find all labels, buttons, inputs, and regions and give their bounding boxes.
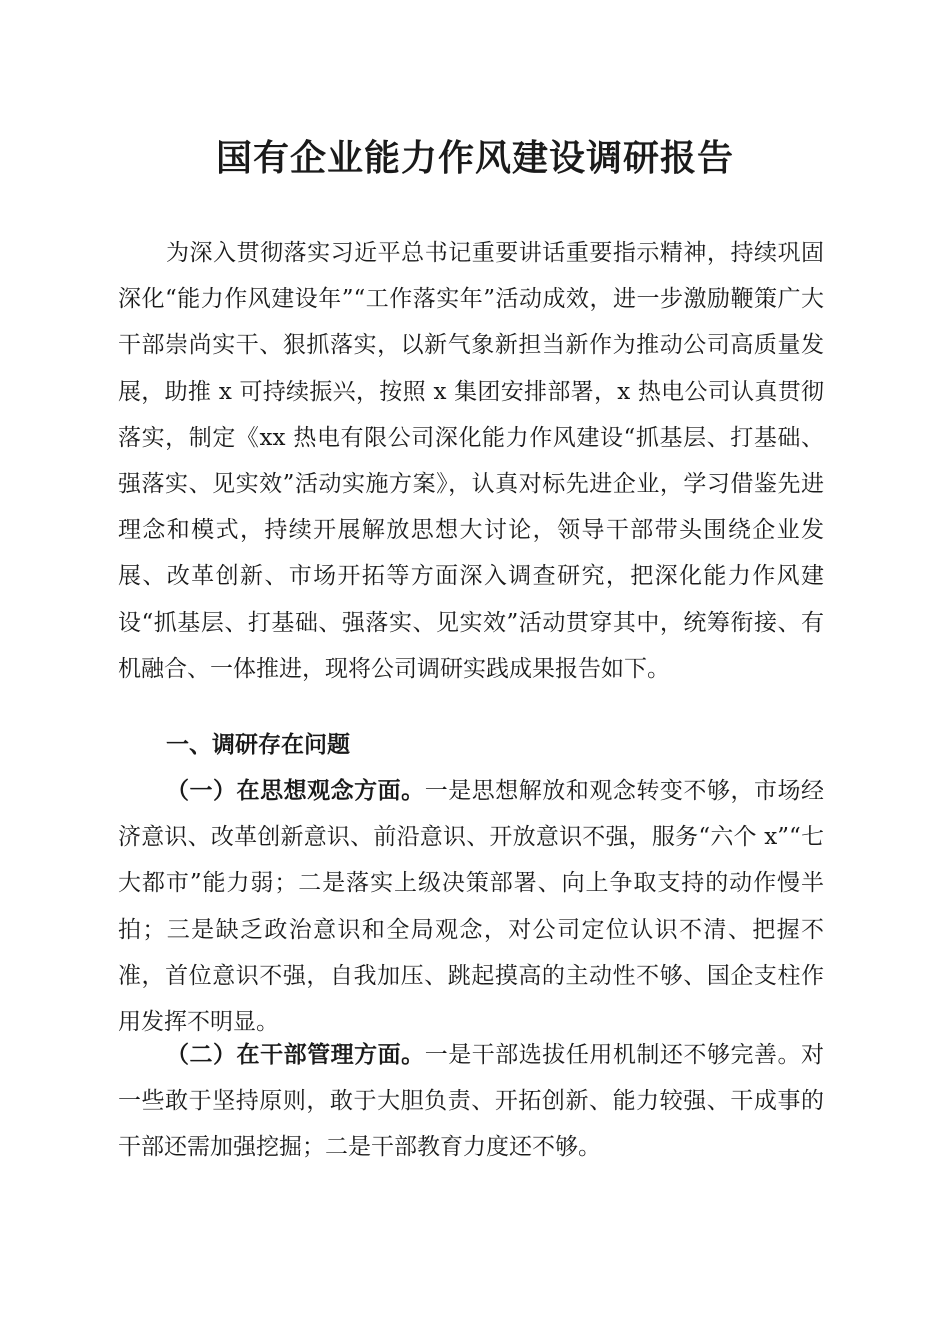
paragraph-cadre-management-text: 一是干部选拔任用机制还不够完善。对一些敢于坚持原则，敢于大胆负责、开拓创新、能力较强、干成事的干部还需加强挖掘；二是干部教育力度还不够。 xyxy=(118,1042,825,1161)
paragraph-cadre-management xyxy=(118,1032,824,1171)
subheading-cadre-management: （二）在干部管理方面。 xyxy=(166,1041,425,1068)
section-heading-problems: 一、调研存在问题 xyxy=(166,732,350,758)
intro-paragraph: 为深入贯彻落实习近平总书记重要讲话重要指示精神，持续巩固深化“能力作风建设年”“工作落实年”活动成效，进一步激励鞭策广大干部崇尚实干、狠抓落实，以新气象新担当新作为推动公司高质量发展，助推 x 可持续振兴，按照 x 集团安排部署，x 热电公司认真贯彻落实，制定《xx 热电有限公司深化能力作风建设“抓基层、打基础、强落实、见实效”活动实施方案》，认真对标先进企业，学习借鉴先进理念和模式，持续开展解放思想大讨论，领导干部带头围绕企业发展、改革创新、市场开拓等方面深入调查研究，把深化能力作风建设“抓基层、打基础、强落实、见实效”活动贯穿其中，统筹衔接、有机融合、一体推进，现将公司调研实践成果报告如下。 xyxy=(118,240,824,682)
paragraph-ideology xyxy=(118,768,824,1045)
subheading-ideology: （一）在思想观念方面。 xyxy=(166,777,425,804)
document-title: 国有企业能力作风建设调研报告 xyxy=(215,137,734,179)
paragraph-ideology-text: 一是思想解放和观念转变不够，市场经济意识、改革创新意识、前沿意识、开放意识不强，服务“六个 x”“七大都市”能力弱；二是落实上级决策部署、向上争取支持的动作慢半拍；三是缺乏政治意识和全局观念，对公司定位认识不清、把握不准，首位意识不强，自我加压、跳起摸高的主动性不够、国企支柱作用发挥不明显。 xyxy=(118,778,825,1036)
